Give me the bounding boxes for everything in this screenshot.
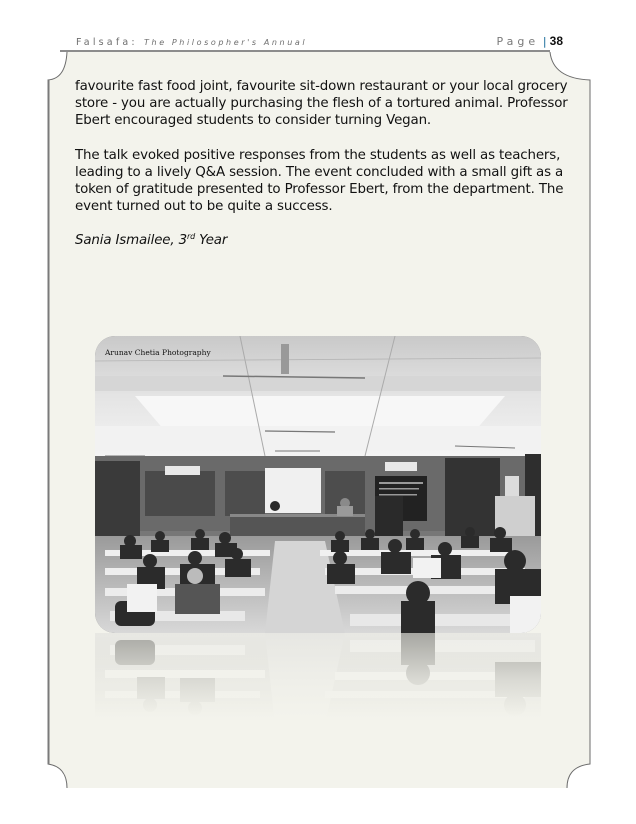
year-label: Year — [195, 233, 228, 249]
page-indicator — [496, 34, 563, 48]
publication-title — [76, 37, 307, 48]
photo-reflection — [95, 633, 541, 718]
page-label: Page — [496, 35, 540, 48]
photo-credit: Arunav Chetia Photography — [105, 348, 211, 357]
paragraph: favourite fast food joint, favourite sit-down restaurant or your local grocery store - you are actually purchasing the flesh of a tortured animal. Professor Ebert encouraged students to consider turning Vegan. — [75, 79, 568, 129]
lecture-hall-photo — [95, 336, 541, 633]
article-body — [75, 78, 570, 267]
page-separator: | — [542, 35, 547, 48]
author-name: Sania Ismailee, 3 — [75, 233, 187, 249]
paragraph: The talk evoked positive responses from the students as well as teachers, leading to a lively Q&A session. The event concluded with a small gift as a token of gratitude presented to Professor Ebert, from the department. The event turned out to be quite a success. — [75, 147, 564, 215]
running-header — [60, 34, 563, 50]
publication-name: Falsafa: — [76, 37, 138, 48]
page-number: 38 — [549, 34, 563, 48]
publication-subtitle: The Philosopher's Annual — [144, 38, 308, 47]
lecture-hall-illustration — [95, 336, 541, 633]
author-byline — [75, 232, 570, 249]
ordinal-suffix: rd — [186, 232, 196, 242]
